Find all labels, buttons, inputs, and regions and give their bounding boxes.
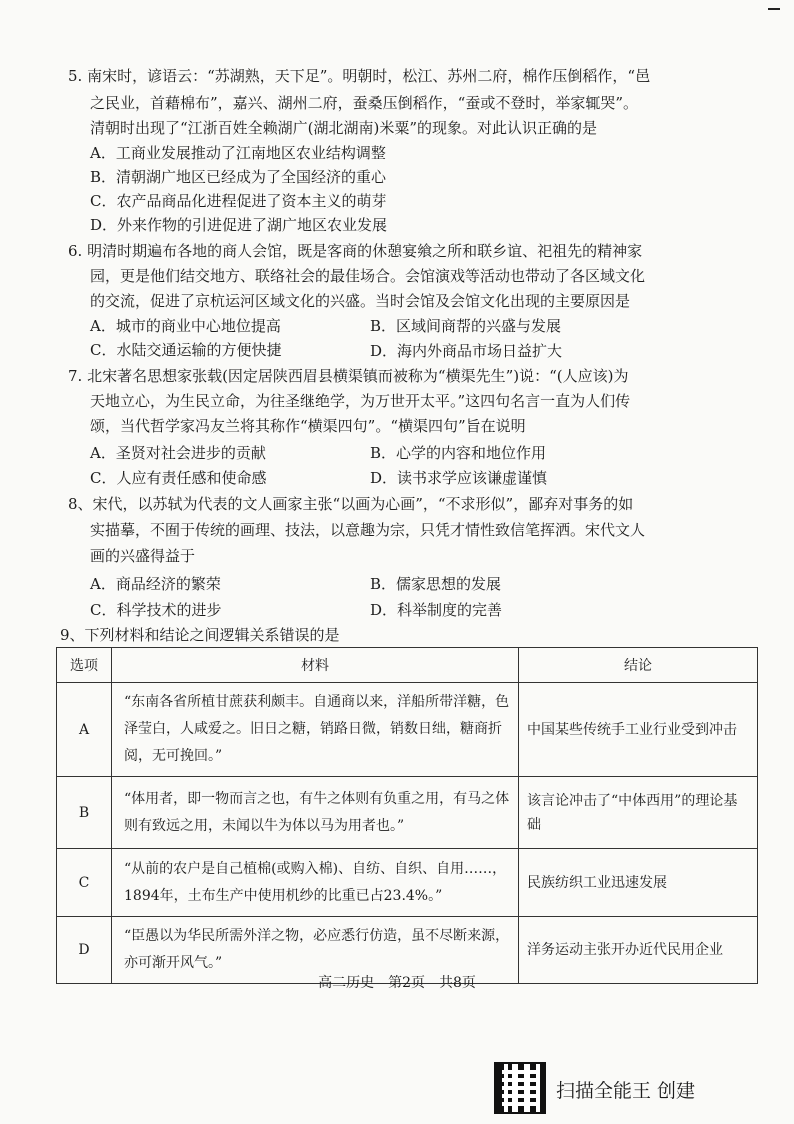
header-material: 材料 <box>112 648 519 683</box>
q9-table <box>56 647 758 984</box>
q8-option-b[interactable]: B．儒家思想的发展 <box>370 575 502 593</box>
q8-line-2: 实描摹，不囿于传统的画理、技法，以意趣为宗，只凭才情性致信笔挥洒。宋代文人 <box>90 521 646 539</box>
table-row <box>57 849 758 917</box>
row-material: “体用者，即一物而言之也，有牛之体则有负重之用，有马之体则有致远之用，未闻以牛为体以马为用者也。” <box>112 777 519 849</box>
q5-option-b[interactable]: B．清朝湖广地区已经成为了全国经济的重心 <box>90 168 387 186</box>
header-conclusion: 结论 <box>519 648 758 683</box>
q5-option-a[interactable]: A．工商业发展推动了江南地区农业结构调整 <box>90 144 386 162</box>
row-material: “从前的农户是自己植棉(或购入棉)、自纺、自织、自用……，1894年，土布生产中使用机纱的比重已占23.4%。” <box>112 849 519 917</box>
row-option: D <box>57 917 112 984</box>
q8-line-3: 画的兴盛得益于 <box>90 547 196 565</box>
q6-line-2: 园，更是他们结交地方、联络社会的最佳场合。会馆演戏等活动也带动了各区域文化 <box>90 267 646 285</box>
q6-option-c[interactable]: C．水陆交通运输的方便快捷 <box>90 341 282 359</box>
q5-line-1: 5. 南宋时，谚语云：“苏湖熟，天下足”。明朝时，松江、苏州二府，棉作压倒稻作，“邑 <box>68 67 651 85</box>
corner-mark <box>768 8 780 10</box>
table-header-row <box>57 648 758 683</box>
row-conclusion: 中国某些传统手工业行业受到冲击 <box>519 683 758 777</box>
row-conclusion: 洋务运动主张开办近代民用企业 <box>519 917 758 984</box>
scanner-watermark: 扫描全能王 创建 <box>556 1080 696 1102</box>
q6-option-b[interactable]: B．区域间商帮的兴盛与发展 <box>370 317 562 335</box>
q6-option-a[interactable]: A．城市的商业中心地位提高 <box>90 317 281 335</box>
q7-option-c[interactable]: C．人应有责任感和使命感 <box>90 469 267 487</box>
q7-line-3: 颂，当代哲学家冯友兰将其称作“横渠四句”。“横渠四句”旨在说明 <box>90 417 526 435</box>
q5-option-d[interactable]: D．外来作物的引进促进了湖广地区农业发展 <box>90 216 388 234</box>
q6-line-1: 6. 明清时期遍布各地的商人会馆，既是客商的休憩宴飨之所和联乡谊、祀祖先的精神家 <box>68 242 643 260</box>
q7-option-d[interactable]: D．读书求学应该谦虚谨慎 <box>370 469 548 487</box>
q7-line-1: 7. 北宋著名思想家张载(因定居陕西眉县横渠镇而被称为“横渠先生”)说：“(人应该)为 <box>68 367 629 385</box>
row-option: B <box>57 777 112 849</box>
qr-code-icon <box>494 1062 546 1114</box>
row-option: C <box>57 849 112 917</box>
q6-line-3: 的交流，促进了京杭运河区域文化的兴盛。当时会馆及会馆文化出现的主要原因是 <box>90 292 631 310</box>
q7-option-b[interactable]: B．心学的内容和地位作用 <box>370 444 547 462</box>
q8-line-1: 8、宋代，以苏轼为代表的文人画家主张“以画为心画”，“不求形似”，鄙弃对事务的如 <box>68 495 634 513</box>
page-footer: 高二历史 第2页 共8页 <box>318 975 476 991</box>
q7-line-2: 天地立心，为生民立命，为往圣继绝学，为万世开太平。”这四句名言一直为人们传 <box>90 392 631 410</box>
row-material: “臣愚以为华民所需外洋之物，必应悉行仿造，虽不尽断来源，亦可渐开风气。” <box>112 917 519 984</box>
q5-line-2: 之民业，首藉棉布”，嘉兴、湖州二府，蚕桑压倒稻作，“蚕或不登时，举家辄哭”。 <box>90 94 639 112</box>
table-row <box>57 777 758 849</box>
q9-stem: 9、下列材料和结论之间逻辑关系错误的是 <box>60 626 340 644</box>
row-conclusion: 民族纺织工业迅速发展 <box>519 849 758 917</box>
q8-option-d[interactable]: D．科举制度的完善 <box>370 601 503 619</box>
q5-option-c[interactable]: C．农产品商品化进程促进了资本主义的萌芽 <box>90 192 387 210</box>
row-material: “东南各省所植甘蔗获利颇丰。自通商以来，洋船所带洋糖，色泽莹白，人咸爱之。旧日之糖，销路日微，销数日绌，糖商折阅，无可挽回。” <box>112 683 519 777</box>
row-conclusion: 该言论冲击了“中体西用”的理论基础 <box>519 777 758 849</box>
row-option: A <box>57 683 112 777</box>
q8-option-a[interactable]: A．商品经济的繁荣 <box>90 575 221 593</box>
table-row <box>57 683 758 777</box>
q8-option-c[interactable]: C．科学技术的进步 <box>90 601 222 619</box>
q5-line-3: 清朝时出现了“江浙百姓全赖湖广(湖北湖南)米粟”的现象。对此认识正确的是 <box>90 119 598 137</box>
q6-option-d[interactable]: D．海内外商品市场日益扩大 <box>370 342 563 360</box>
header-option: 选项 <box>57 648 112 683</box>
q7-option-a[interactable]: A．圣贤对社会进步的贡献 <box>90 444 266 462</box>
